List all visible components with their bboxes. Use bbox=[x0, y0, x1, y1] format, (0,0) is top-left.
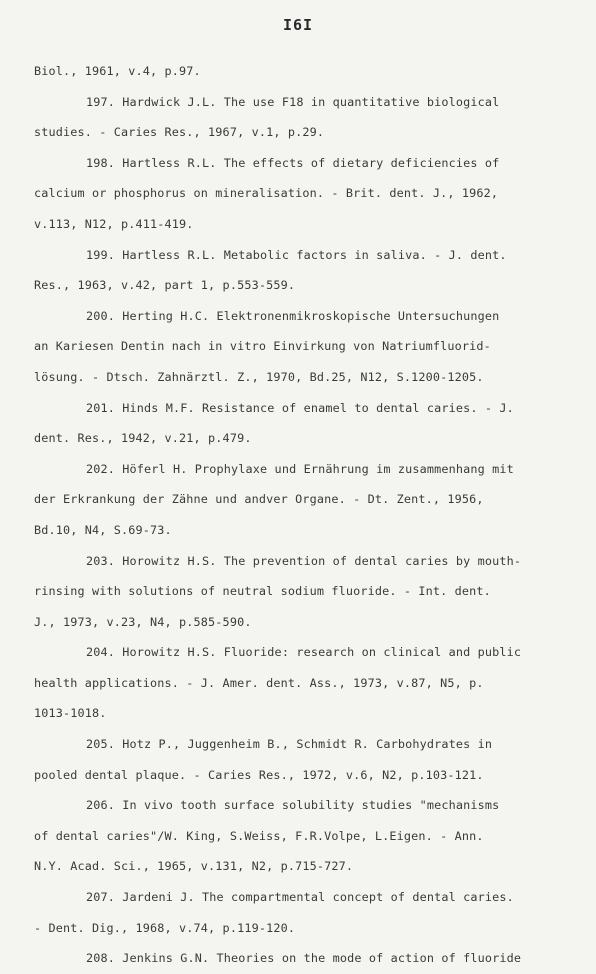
text-line: calcium or phosphorus on mineralisation. - Brit. dent. J., 1962, bbox=[34, 186, 499, 201]
text-line: of dental caries"/W. King, S.Weiss, F.R.Volpe, L.Eigen. - Ann. bbox=[34, 828, 484, 843]
text-line: J., 1973, v.23, N4, p.585-590. bbox=[34, 614, 252, 629]
text-line: lösung. - Dtsch. Zahnärztl. Z., 1970, Bd.25, N12, S.1200-1205. bbox=[34, 369, 484, 384]
text-line: 198. Hartless R.L. The effects of dietary deficiencies of bbox=[86, 155, 500, 170]
text-line: der Erkrankung der Zähne und andver Organe. - Dt. Zent., 1956, bbox=[34, 492, 484, 507]
text-line: health applications. - J. Amer. dent. Ass., 1973, v.87, N5, p. bbox=[34, 675, 484, 690]
text-line: 203. Horowitz H.S. The prevention of dental caries by mouth- bbox=[86, 553, 522, 568]
text-line: v.113, N12, p.411-419. bbox=[34, 216, 194, 231]
text-line: - Dent. Dig., 1968, v.74, p.119-120. bbox=[34, 920, 296, 935]
text-line: 201. Hinds M.F. Resistance of enamel to dental caries. - J. bbox=[86, 400, 514, 415]
text-line: N.Y. Acad. Sci., 1965, v.131, N2, p.715-727. bbox=[34, 859, 354, 874]
text-line: 200. Herting H.C. Elektronenmikroskopische Untersuchungen bbox=[86, 308, 500, 323]
text-line: rinsing with solutions of neutral sodium fluoride. - Int. dent. bbox=[34, 584, 491, 599]
text-line: Biol., 1961, v.4, p.97. bbox=[34, 64, 201, 78]
text-line: 207. Jardeni J. The compartmental concept of dental caries. bbox=[86, 890, 514, 905]
text-line: 1013-1018. bbox=[34, 706, 107, 721]
text-line: an Kariesen Dentin nach in vitro Einvirkung von Natriumfluorid- bbox=[34, 339, 491, 354]
text-line: 205. Hotz P., Juggenheim B., Schmidt R. Carbohydrates in bbox=[86, 737, 493, 752]
text-line: studies. - Caries Res., 1967, v.1, p.29. bbox=[34, 125, 325, 140]
text-line: 202. Höferl H. Prophylaxe und Ernährung im zusammenhang mit bbox=[86, 461, 514, 476]
text-line: 208. Jenkins G.N. Theories on the mode of action of fluoride bbox=[86, 951, 522, 966]
text-line: 199. Hartless R.L. Metabolic factors in saliva. - J. dent. bbox=[86, 247, 507, 262]
reference-list bbox=[34, 56, 586, 974]
text-line: dent. Res., 1942, v.21, p.479. bbox=[34, 431, 252, 446]
text-line: 206. In vivo tooth surface solubility studies "mechanisms bbox=[86, 798, 500, 813]
text-line: pooled dental plaque. - Caries Res., 1972, v.6, N2, p.103-121. bbox=[34, 767, 484, 782]
text-line: Res., 1963, v.42, part 1, p.553-559. bbox=[34, 278, 296, 293]
text-line: 197. Hardwick J.L. The use F18 in quantitative biological bbox=[86, 94, 500, 109]
text-line: Bd.10, N4, S.69-73. bbox=[34, 522, 172, 537]
page-number: I6I bbox=[282, 16, 314, 34]
text-line: 204. Horowitz H.S. Fluoride: research on clinical and public bbox=[86, 645, 522, 660]
